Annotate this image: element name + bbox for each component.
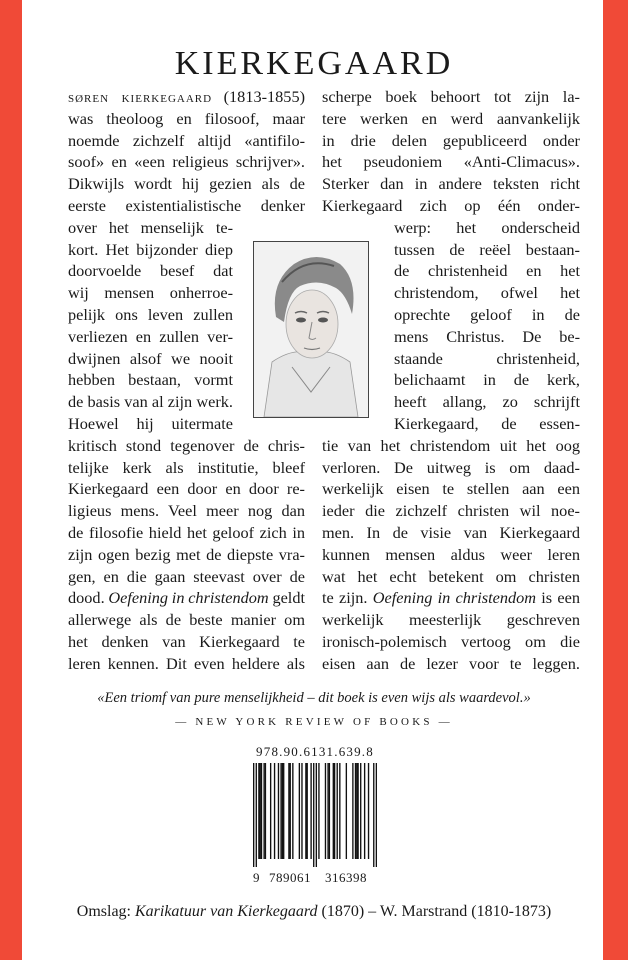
text-segment: hebben bestaan, vormt (68, 370, 233, 390)
text-line (68, 631, 305, 653)
barcode-bar (256, 763, 257, 867)
text-line (322, 587, 580, 609)
text-line (394, 260, 580, 282)
text-segment: Kierkegaard een door en door re- (68, 479, 305, 499)
quote-source: — NEW YORK REVIEW OF BOOKS — (175, 716, 453, 728)
text-segment: te zijn. (322, 588, 373, 608)
text-segment: staande christenheid, (394, 348, 581, 368)
book-title-italic: Oefening in christendom (372, 588, 537, 608)
text-segment: Hoewel hij uitermate (68, 413, 233, 433)
credit-suffix: (1870) – W. Marstrand (1810-1873) (317, 903, 552, 920)
barcode-bar (373, 763, 374, 867)
text-segment: werp: het onderscheid (394, 217, 581, 237)
barcode-bar (288, 763, 289, 859)
text-segment: zijn ogen bezig met de diepste vra- (68, 544, 305, 564)
barcode-digits (253, 870, 377, 885)
text-line (68, 130, 305, 152)
barcode-bar (310, 763, 311, 859)
barcode-bar (339, 763, 340, 859)
text-line (394, 304, 580, 326)
text-segment: over het menselijk te- (68, 217, 233, 237)
barcode-bar (325, 763, 326, 859)
text-line (68, 587, 305, 609)
barcode-bar (280, 763, 281, 859)
text-segment: tie van het christendom uit het oog (322, 435, 580, 455)
text-segment: leren kennen. Dit even heldere als (68, 653, 306, 673)
text-segment: kunnen mensen aldus weer leren (322, 544, 581, 564)
barcode-bar (364, 763, 365, 859)
text-segment: doorvoelde besef dat (68, 261, 234, 281)
text-line (68, 500, 305, 522)
text-segment: allerwege als de beste manier om (68, 610, 305, 630)
text-line (394, 282, 580, 304)
text-line (68, 348, 233, 370)
text-segment: mens Christus. De be- (394, 326, 581, 346)
text-segment: eerste existentialistische denker (68, 195, 305, 215)
text-line (68, 413, 233, 435)
text-segment: Kierkegaard zich op één onder- (322, 195, 580, 215)
text-segment: men. In de visie van Kierkegaard (322, 522, 580, 542)
barcode-bar (301, 763, 302, 859)
text-segment: de christenheid en het (394, 261, 580, 281)
barcode-left-group: 789061 (269, 870, 311, 885)
kierkegaard-portrait (253, 241, 369, 418)
barcode-bar (274, 763, 275, 859)
credit-artwork-title: Karikatuur van Kierkegaard (134, 903, 318, 920)
text-segment: belichaamt in de kerk, (394, 370, 581, 390)
text-segment: (1813-1855) (212, 87, 306, 106)
text-segment: kritisch stond tegenover de chris- (68, 435, 305, 455)
barcode-bar (260, 763, 261, 859)
barcode-first-digit: 9 (253, 870, 260, 885)
text-line (68, 86, 305, 108)
barcode-bar (329, 763, 330, 859)
text-line (394, 369, 580, 391)
text-line (68, 304, 233, 326)
text-line (68, 566, 305, 588)
text-line (322, 522, 580, 544)
text-line (394, 326, 580, 348)
barcode-bar (313, 763, 314, 867)
text-line (322, 653, 580, 675)
text-line (322, 457, 580, 479)
text-segment: ieder die zichzelf christen wil noe- (322, 501, 580, 521)
text-line (68, 457, 305, 479)
text-line (68, 326, 233, 348)
text-segment: scherpe boek behoort tot zijn la- (322, 87, 580, 106)
text-segment: verliezen en zullen ver- (68, 326, 233, 346)
text-line (322, 478, 580, 500)
text-line (68, 478, 305, 500)
barcode-bar (376, 763, 377, 867)
text-line (68, 195, 305, 217)
press-quote: «Een triomf van pure menselijkheid – dit boek is even wijs als waardevol.» (97, 690, 531, 706)
text-segment: eisen aan de lezer voor te leggen. (322, 653, 580, 673)
text-segment: gen, en die gaan steevast over de (68, 566, 305, 586)
text-line (322, 108, 580, 130)
barcode-bar (327, 763, 328, 859)
text-line (68, 260, 233, 282)
text-segment: ironisch-polemisch vertoog om die (322, 631, 581, 651)
text-line (322, 435, 580, 457)
barcode-bar (316, 763, 317, 867)
barcode-bar (368, 763, 369, 859)
barcode-bar (357, 763, 358, 859)
text-line (394, 413, 580, 435)
text-line (322, 566, 580, 588)
text-line (68, 151, 305, 173)
barcode-bar (290, 763, 291, 859)
barcode-bar (292, 763, 293, 859)
text-segment: dood. (68, 588, 109, 608)
text-segment: dwijnen alsof we nooit (68, 348, 233, 368)
text-line (322, 544, 580, 566)
author-name: søren kierkegaard (68, 87, 213, 106)
text-segment: heeft allang, zo schrijft (394, 392, 580, 412)
ean-barcode (253, 763, 377, 869)
text-segment: de basis van al zijn werk. (68, 392, 233, 412)
barcode-bar (307, 763, 308, 859)
text-segment: wat het echt betekent om christen (322, 566, 581, 586)
text-line (394, 217, 580, 239)
text-segment: Kierkegaard, de essen- (394, 413, 580, 433)
text-line (322, 500, 580, 522)
barcode-bar (265, 763, 266, 859)
text-line (68, 369, 233, 391)
barcode-bar (356, 763, 357, 859)
text-segment: christendom, ofwel het (394, 283, 580, 303)
text-segment: de filosofie hield het geloof zich in (68, 522, 305, 542)
text-segment: Dikwijls wordt hij gezien als de (68, 174, 305, 194)
text-segment: noemde zichzelf altijd «antifilo- (68, 130, 306, 150)
text-line (68, 239, 233, 261)
text-segment: was theoloog en filosoof, maar (68, 108, 306, 128)
cover-credit (0, 902, 628, 921)
barcode-bar (299, 763, 300, 859)
text-segment: telijke kerk als institutie, bleef (68, 457, 306, 477)
text-line (322, 151, 580, 173)
text-segment: wij mensen onherroe- (68, 283, 234, 303)
text-line (68, 217, 233, 239)
text-line (68, 544, 305, 566)
text-line (68, 609, 305, 631)
barcode-bar (270, 763, 271, 859)
text-segment: in drie delen gepubliceerd onder (322, 130, 580, 150)
red-border-left (0, 0, 22, 960)
barcode-bar (333, 763, 334, 859)
barcode-bar (261, 763, 262, 859)
red-border-right (603, 0, 628, 960)
book-title-italic: Oefening in christendom (108, 588, 269, 608)
text-segment: is een (536, 588, 580, 608)
barcode-bar (334, 763, 335, 859)
barcode-bar (283, 763, 284, 859)
text-line (322, 130, 580, 152)
barcode-bar (318, 763, 319, 859)
text-segment: werkelijk meesterlijk geschreven (322, 610, 581, 630)
text-segment: oprechte geloof in de (394, 304, 581, 324)
text-segment: verloren. De uitweg is om daad- (322, 457, 580, 477)
text-line (68, 522, 305, 544)
text-line (322, 631, 580, 653)
text-segment: kort. Het bijzonder diep (68, 239, 234, 259)
text-segment: werkelijk eisen te stellen aan een (322, 479, 580, 499)
text-segment: tussen de reëel bestaan- (394, 239, 580, 259)
text-line (68, 653, 305, 675)
text-line (68, 108, 305, 130)
barcode-bar (337, 763, 338, 859)
barcode-bar (352, 763, 353, 859)
barcode-right-group: 316398 (325, 870, 367, 885)
barcode-bar (360, 763, 361, 859)
barcode-bar (278, 763, 279, 859)
text-segment: ligieus mens. Veel meer nog dan (68, 501, 306, 521)
barcode-bar (355, 763, 356, 859)
text-line (394, 391, 580, 413)
text-line (68, 282, 233, 304)
barcode-bar (305, 763, 306, 859)
text-line (68, 435, 305, 457)
text-segment: geldt (268, 588, 305, 608)
text-line (322, 173, 580, 195)
text-segment: het denken van Kierkegaard te (68, 631, 305, 651)
text-line (322, 86, 580, 108)
text-segment: soof» en «een religieus schrijver». (68, 152, 305, 172)
text-segment: tere werken en werd aanvankelijk (322, 108, 581, 128)
text-line (68, 391, 233, 413)
barcode-bar (346, 763, 347, 859)
barcode-bar (253, 763, 254, 867)
text-line (322, 195, 580, 217)
barcode-bar (263, 763, 264, 859)
barcode-bar (258, 763, 259, 859)
book-title: KIERKEGAARD (174, 45, 454, 82)
text-segment: pelijk ons leven zullen (68, 304, 234, 324)
credit-prefix: Omslag: (76, 903, 135, 920)
isbn-number: 978.90.6131.639.8 (256, 744, 374, 759)
text-segment: het pseudoniem «Anti-Climacus». (322, 152, 580, 172)
text-segment: Sterker dan in andere teksten richt (322, 174, 581, 194)
barcode-bar (282, 763, 283, 859)
text-line (394, 239, 580, 261)
text-line (322, 609, 580, 631)
text-line (68, 173, 305, 195)
text-line (394, 348, 580, 370)
